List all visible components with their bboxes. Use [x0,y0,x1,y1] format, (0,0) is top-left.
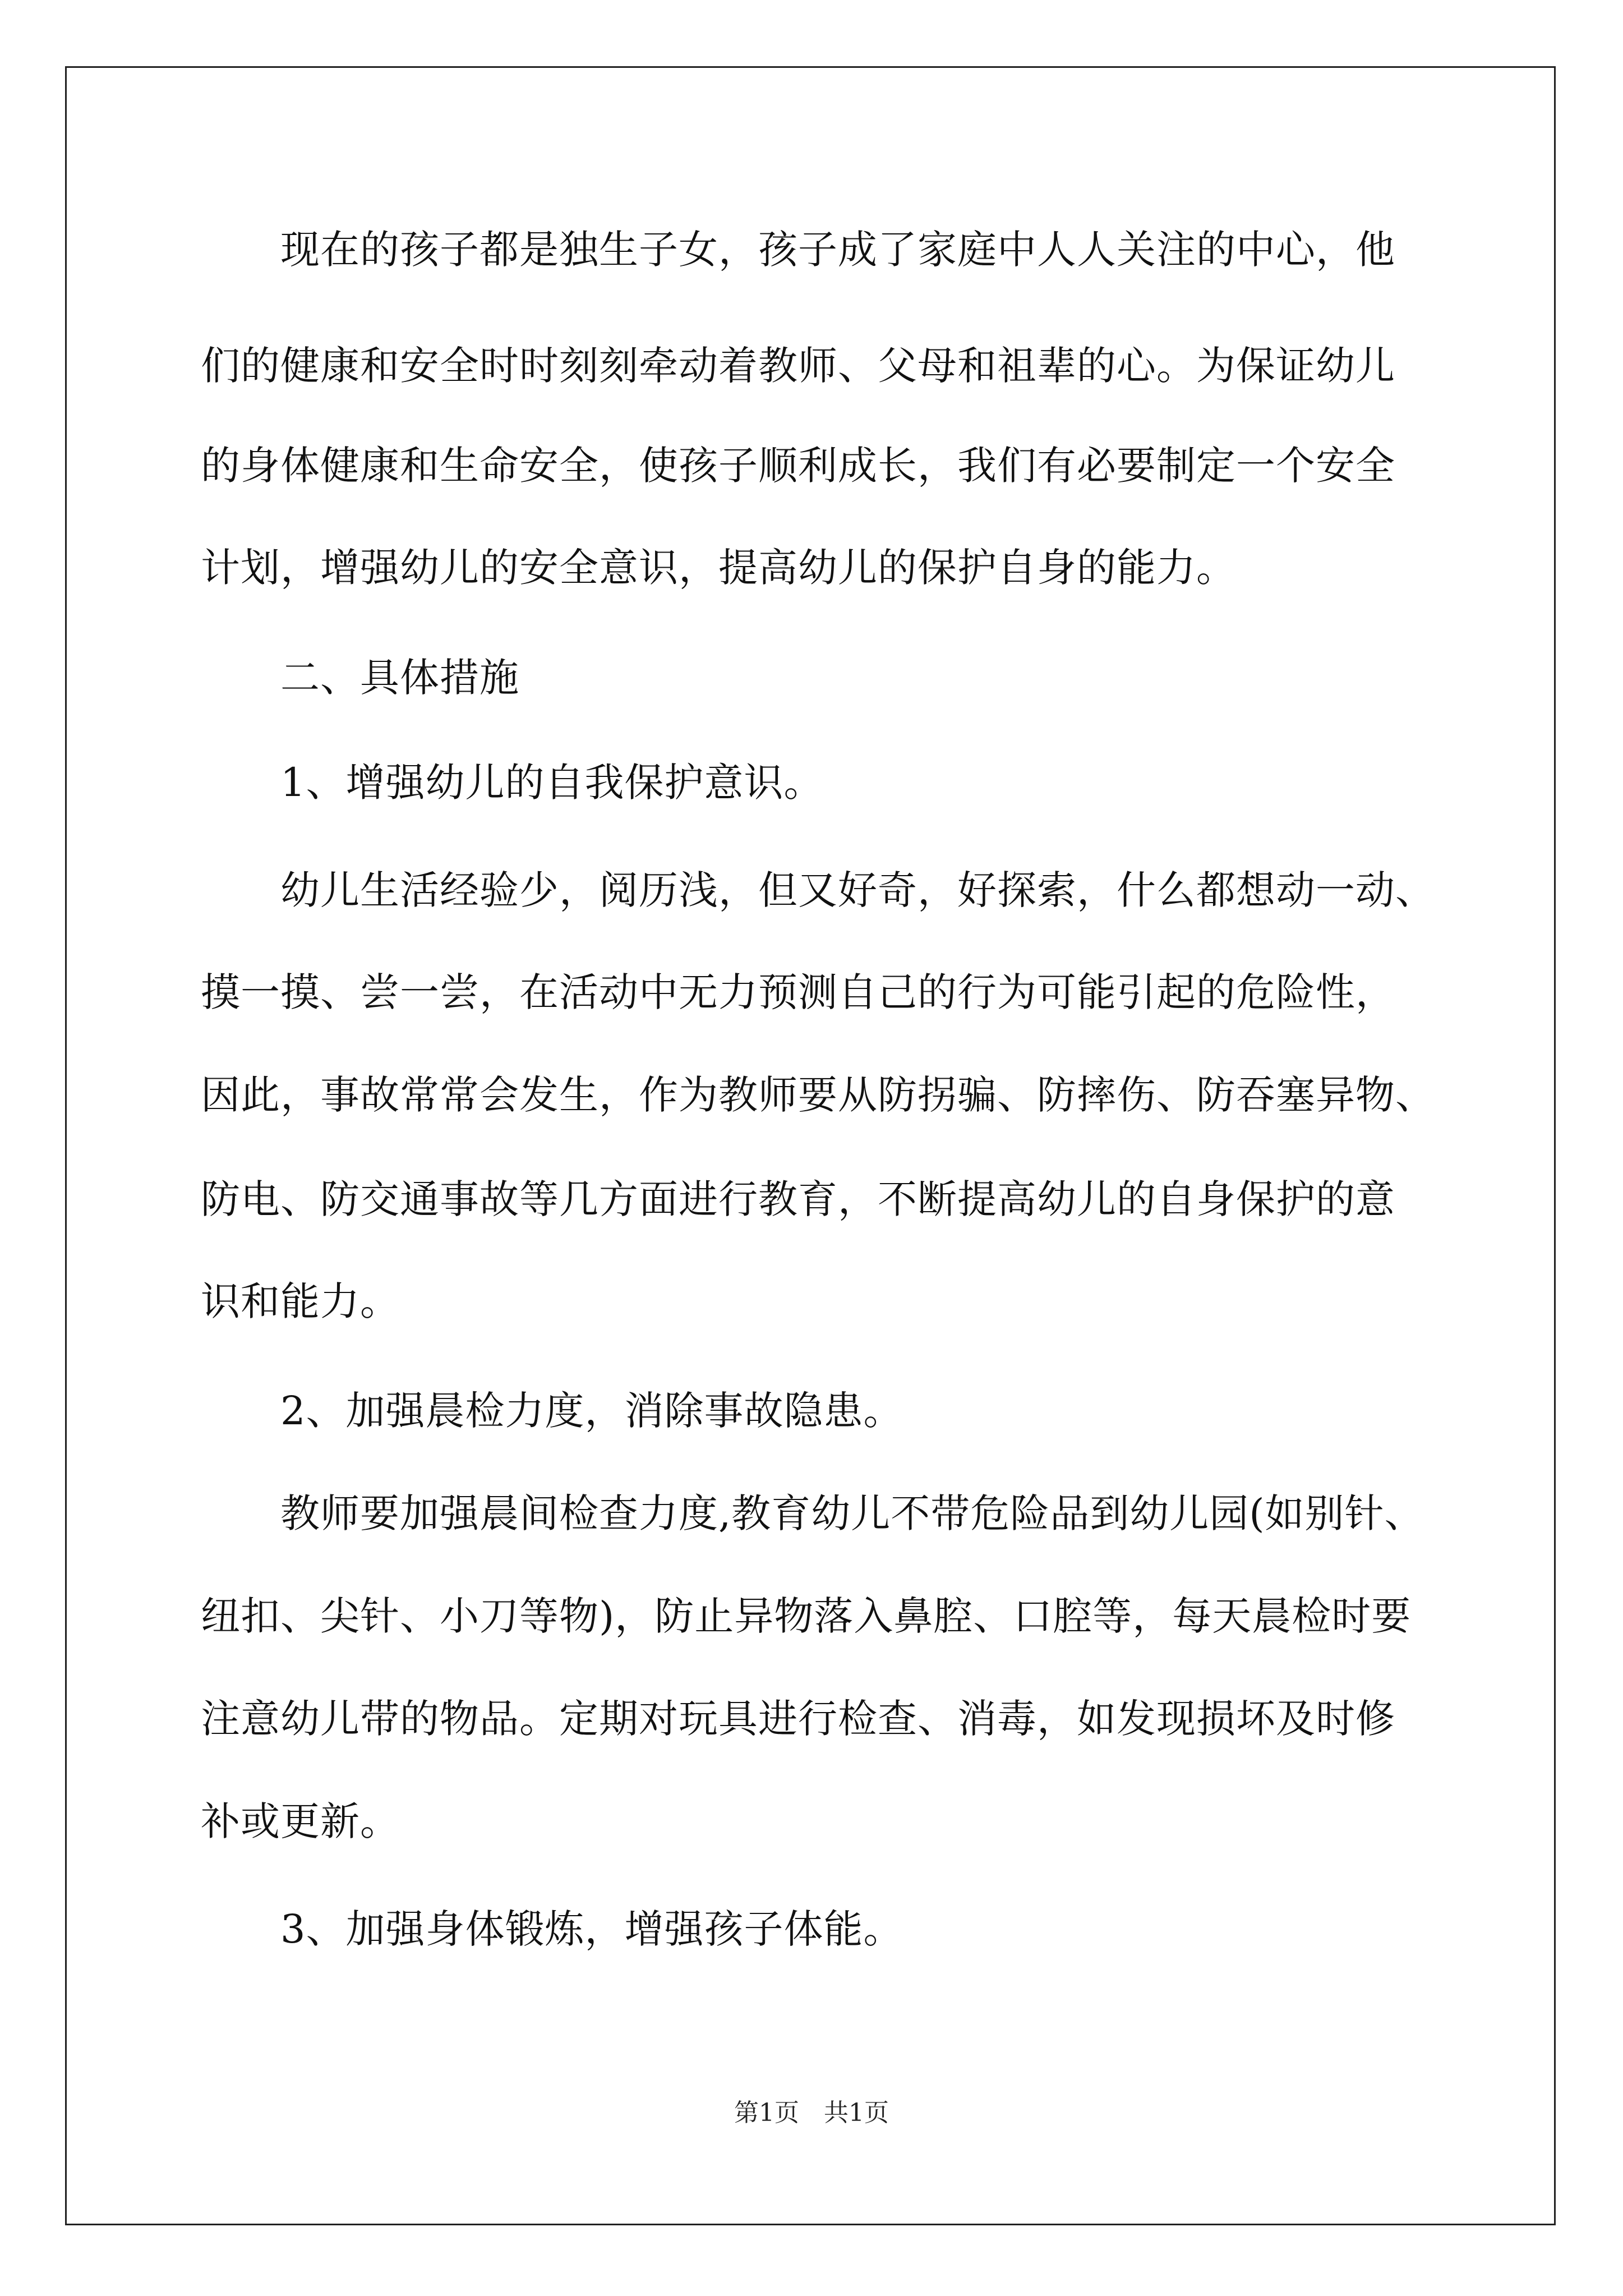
item-1-heading: 1、增强幼儿的自我保护意识。 [280,760,824,806]
item-2-body-line-3: 注意幼儿带的物品。定期对玩具进行检查、消毒，如发现损坏及时修 [201,1696,1395,1742]
page-border [65,66,1556,2225]
item-1-body-line-2: 摸一摸、尝一尝，在活动中无力预测自己的行为可能引起的危险性， [201,969,1395,1015]
page-number-footer: 第1页 共1页 [734,2099,889,2127]
item-1-body-line-4: 防电、防交通事故等几方面进行教育，不断提高幼儿的自身保护的意 [201,1176,1395,1222]
item-2-body-line-1: 教师要加强晨间检查力度,教育幼儿不带危险品到幼儿园(如别针、 [280,1490,1424,1536]
paragraph-intro-line-4: 计划，增强幼儿的安全意识，提高幼儿的保护自身的能力。 [201,545,1236,591]
item-1-body-line-3: 因此，事故常常会发生，作为教师要从防拐骗、防摔伤、防吞塞异物、 [201,1072,1435,1118]
item-2-body-line-2: 纽扣、尖针、小刀等物)，防止异物落入鼻腔、口腔等，每天晨检时要 [201,1593,1412,1639]
paragraph-intro-line-2: 们的健康和安全时时刻刻牵动着教师、父母和祖辈的心。为保证幼儿 [201,343,1395,389]
paragraph-intro-line-1: 现在的孩子都是独生子女，孩子成了家庭中人人关注的中心，他 [280,227,1395,273]
paragraph-intro-line-3: 的身体健康和生命安全，使孩子顺利成长，我们有必要制定一个安全 [201,443,1395,489]
item-1-body-line-1: 幼儿生活经验少，阅历浅，但又好奇，好探索，什么都想动一动、 [280,867,1435,913]
item-3-heading: 3、加强身体锻炼，增强孩子体能。 [280,1906,903,1952]
item-2-heading: 2、加强晨检力度，消除事故隐患。 [280,1388,903,1434]
item-1-body-line-5: 识和能力。 [201,1278,400,1324]
item-2-body-line-4: 补或更新。 [201,1798,400,1844]
section-heading: 二、具体措施 [280,655,519,701]
